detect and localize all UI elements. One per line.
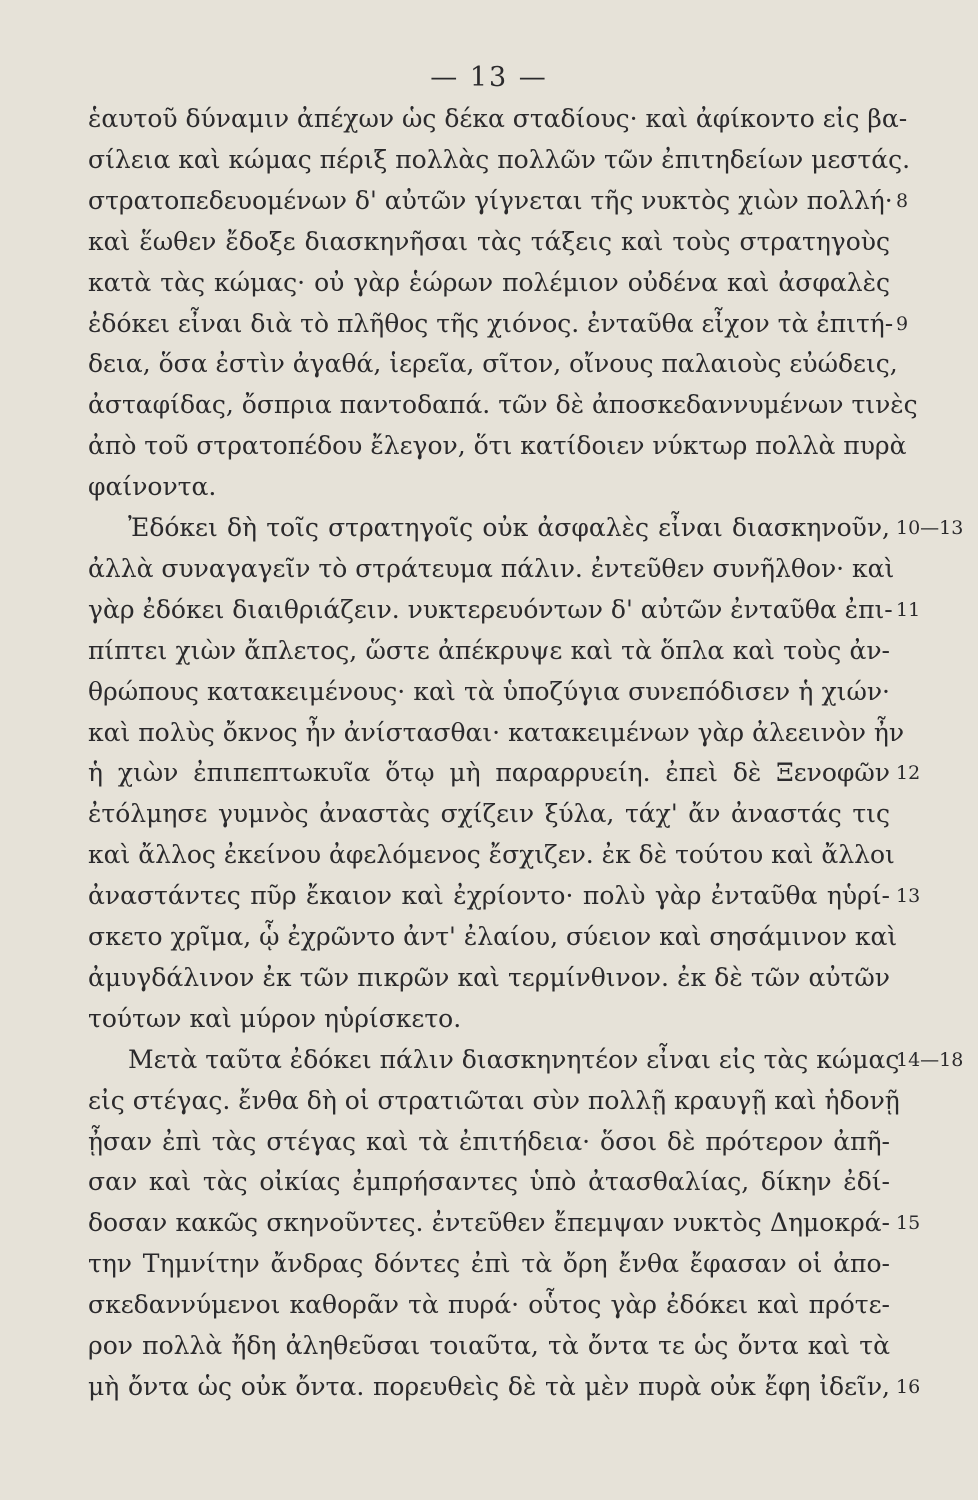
margin-section-number: 11 [896, 598, 921, 621]
text-line: δεια, ὅσα ἐστὶν ἀγαθά, ἱερεῖα, σῖτον, οἴνους παλαιοὺς εὐώδεις, [88, 349, 898, 379]
text-line: καὶ ἕωθεν ἔδοξε διασκηνῆσαι τὰς τάξεις καὶ τοὺς στρατηγοὺς [88, 226, 890, 256]
text-line: την Τημνίτην ἄνδρας δόντες ἐπὶ τὰ ὄρη ἔνθα ἔφασαν οἱ ἀπο- [88, 1249, 890, 1279]
margin-section-number: 12 [896, 762, 921, 785]
text-line: Ἐδόκει δὴ τοῖς στρατηγοῖς οὐκ ἀσφαλὲς εἶναι διασκηνοῦν, [128, 513, 890, 542]
text-line: ἑαυτοῦ δύναμιν ἀπέχων ὡς δέκα σταδίους· καὶ ἀφίκοντο εἰς βα- [88, 104, 908, 133]
margin-section-number: 9 [896, 312, 909, 335]
margin-section-number: 13 [896, 885, 921, 908]
text-line: πίπτει χιὼν ἄπλετος, ὥστε ἀπέκρυψε καὶ τὰ ὅπλα καὶ τοὺς ἀν- [88, 635, 890, 665]
text-line: σίλεια καὶ κώμας πέριξ πολλὰς πολλῶν τῶν ἐπιτηδείων μεστάς. [88, 144, 911, 174]
text-line: καὶ πολὺς ὄκνος ἦν ἀνίστασθαι· κατακειμένων γὰρ ἀλεεινὸν ἦν [88, 717, 905, 747]
text-line: σκετο χρῖμα, ᾧ ἐχρῶντο ἀντ' ἐλαίου, σύειον καὶ σησάμινον καὶ [88, 922, 898, 951]
text-line: στρατοπεδευομένων δ' αὐτῶν γίγνεται τῆς νυκτὸς χιὼν πολλή· [88, 185, 893, 215]
text-line: ἀλλὰ συναγαγεῖν τὸ στράτευμα πάλιν. ἐντεῦθεν συνῆλθον· καὶ [88, 553, 895, 583]
text-line: καὶ ἄλλος ἐκείνου ἀφελόμενος ἔσχιζεν. ἐκ δὲ τούτου καὶ ἄλλοι [88, 840, 895, 870]
text-line: ἀσταφίδας, ὄσπρια παντοδαπά. τῶν δὲ ἀποσκεδαννυμένων τινὲς [88, 390, 918, 420]
text-line: ἀπὸ τοῦ στρατοπέδου ἔλεγον, ὅτι κατίδοιεν νύκτωρ πολλὰ πυρὰ [88, 431, 907, 461]
text-line: θρώπους κατακειμένους· καὶ τὰ ὑποζύγια συνεπόδισεν ἡ χιών· [88, 676, 890, 706]
text-line: κατὰ τὰς κώμας· οὐ γὰρ ἑώρων πολέμιον οὐδένα καὶ ἀσφαλὲς [88, 267, 890, 297]
text-line: δοσαν κακῶς σκηνοῦντες. ἐντεῦθεν ἔπεμψαν νυκτὸς Δημοκρά- [88, 1208, 890, 1238]
text-line: ἀμυγδάλινον ἐκ τῶν πικρῶν καὶ τερμίνθινον. ἐκ δὲ τῶν αὐτῶν [88, 962, 890, 992]
text-line: ἐδόκει εἶναι διὰ τὸ πλῆθος τῆς χιόνος. ἐνταῦθα εἶχον τὰ ἐπιτή- [88, 308, 894, 338]
text-line: μὴ ὄντα ὡς οὐκ ὄντα. πορευθεὶς δὲ τὰ μὲν πυρὰ οὐκ ἔφη ἰδεῖν, [88, 1371, 890, 1401]
text-line: φαίνοντα. [88, 472, 217, 502]
margin-section-number: 10—13 [896, 517, 964, 539]
text-line: Μετὰ ταῦτα ἐδόκει πάλιν διασκηνητέον εἶναι εἰς τὰς κώμας [128, 1044, 900, 1074]
page-number: — 13 — [430, 62, 548, 93]
margin-section-number: 16 [896, 1375, 921, 1398]
text-line: σαν καὶ τὰς οἰκίας ἐμπρήσαντες ὑπὸ ἀτασθαλίας, δίκην ἐδί- [88, 1167, 890, 1197]
text-line: ἐτόλμησε γυμνὸς ἀναστὰς σχίζειν ξύλα, τάχ' ἄν ἀναστάς τις [88, 799, 890, 829]
text-line: σκεδαννύμενοι καθορᾶν τὰ πυρά· οὗτος γὰρ ἐδόκει καὶ πρότε- [88, 1290, 890, 1320]
text-line: ἀναστάντες πῦρ ἔκαιον καὶ ἐχρίοντο· πολὺ γὰρ ἐνταῦθα ηὑρί- [88, 881, 890, 911]
margin-section-number: 15 [896, 1212, 921, 1235]
margin-section-number: 14—18 [896, 1048, 964, 1071]
text-line: γὰρ ἐδόκει διαιθριάζειν. νυκτερευόντων δ' αὐτῶν ἐνταῦθα ἐπι- [88, 594, 893, 624]
margin-section-number: 8 [896, 189, 909, 212]
text-line: τούτων καὶ μύρον ηὑρίσκετο. [88, 1003, 462, 1033]
text-line: ἡ χιὼν ἐπιπεπτωκυῖα ὅτῳ μὴ παραρρυείη. ἐπεὶ δὲ Ξενοφῶν [88, 758, 890, 788]
text-line: ρον πολλὰ ἤδη ἀληθεῦσαι τοιαῦτα, τὰ ὄντα τε ὡς ὄντα καὶ τὰ [88, 1331, 890, 1360]
text-line: ᾖσαν ἐπὶ τὰς στέγας καὶ τὰ ἐπιτήδεια· ὅσοι δὲ πρότερον ἀπῆ- [88, 1126, 890, 1156]
text-line: εἰς στέγας. ἔνθα δὴ οἱ στρατιῶται σὺν πολλῇ κραυγῇ καὶ ἡδονῇ [88, 1085, 900, 1115]
